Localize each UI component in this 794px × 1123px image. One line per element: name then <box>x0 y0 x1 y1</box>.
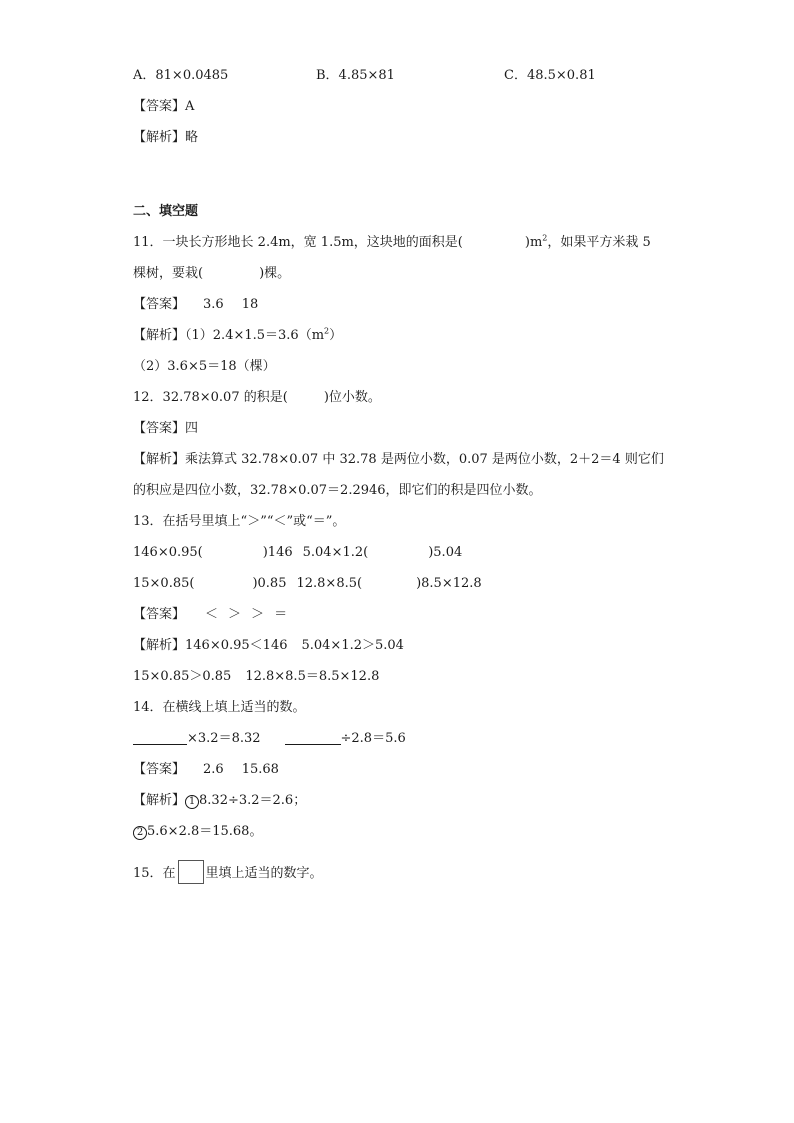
q15-text-end: 里填上适当的数字。 <box>205 866 323 881</box>
analysis-label: 【解析】 <box>133 638 186 653</box>
q13-expr: )0.85 <box>252 576 287 591</box>
q13-row-1 <box>133 543 462 563</box>
q11-text2-end: )棵。 <box>259 266 291 281</box>
q14-expressions <box>133 729 406 749</box>
circled-number-marker: 1 <box>185 795 199 809</box>
analysis-text: 146×0.95＜146 <box>185 638 288 653</box>
q14-expr: ×3.2＝8.32 <box>187 731 261 746</box>
q13-expr: )146 <box>262 545 293 560</box>
q11-question-line1 <box>133 233 651 253</box>
analysis-label: 【解析】 <box>133 452 186 467</box>
circled-number-marker: 2 <box>133 826 147 840</box>
q11-unit: )m <box>524 235 543 250</box>
answer-value: 3.6 <box>203 297 224 312</box>
answer-value: ＞ <box>251 607 265 622</box>
answer-value: ＜ <box>205 607 219 622</box>
q10-options <box>133 66 693 86</box>
answer-value: ＝ <box>274 607 288 622</box>
answer-label: 【答案】 <box>133 762 186 777</box>
q13-expr: 15×0.85( <box>133 576 195 591</box>
analysis-text: 8.32÷3.2＝2.6； <box>199 793 307 808</box>
q10-answer <box>133 97 194 117</box>
answer-label: 【答案】 <box>133 297 186 312</box>
answer-value: ＞ <box>228 607 242 622</box>
q12-analysis-1 <box>133 450 664 470</box>
answer-value: 2.6 <box>203 762 224 777</box>
analysis-text: （1）2.4×1.5＝3.6（m <box>185 328 325 343</box>
answer-label: 【答案】 <box>133 99 186 114</box>
section-title: 二、填空题 <box>133 204 199 219</box>
empty-box-icon <box>178 860 204 884</box>
analysis-label: 【解析】 <box>133 793 186 808</box>
q15-text: 15．在 <box>133 866 176 881</box>
q11-question-line2 <box>133 264 290 284</box>
q13-question: 13．在括号里填上“＞”“＜”或“＝”。 <box>133 514 346 529</box>
q13-expr: )8.5×12.8 <box>416 576 482 591</box>
q14-analysis-1 <box>133 791 306 811</box>
q13-expr: 12.8×8.5( <box>296 576 363 591</box>
q13-analysis-1 <box>133 636 404 656</box>
analysis-text: 15×0.85＞0.85 <box>133 669 232 684</box>
answer-value: A <box>185 99 195 114</box>
answer-value: 四 <box>185 421 199 436</box>
analysis-label: 【解析】 <box>133 130 186 145</box>
q14-expr: ÷2.8＝5.6 <box>340 731 406 746</box>
q11-unit-sup: 2 <box>542 233 548 243</box>
analysis-text: 5.6×2.8＝15.68。 <box>147 824 263 839</box>
q13-expr: 146×0.95( <box>133 545 203 560</box>
q11-analysis-1 <box>133 326 342 346</box>
analysis-text: 略 <box>185 130 199 145</box>
q11-text: 11．一块长方形地长 2.4m，宽 1.5m，这块地的面积是( <box>133 235 463 250</box>
q13-row-2 <box>133 574 482 594</box>
analysis-label: 【解析】 <box>133 328 186 343</box>
q14-question: 14．在横线上填上适当的数。 <box>133 700 306 715</box>
q14-analysis-2 <box>133 822 262 842</box>
q12-answer <box>133 419 198 439</box>
analysis-text: 乘法算式 32.78×0.07 中 32.78 是两位小数，0.07 是两位小数，2＋2＝4 则它们 <box>185 452 664 467</box>
q13-analysis-2 <box>133 667 379 687</box>
answer-label: 【答案】 <box>133 421 186 436</box>
q15-question <box>133 860 323 880</box>
analysis-text: ） <box>329 328 343 343</box>
option-c: C．48.5×0.81 <box>504 68 596 83</box>
q14-answer <box>133 760 279 780</box>
analysis-text: 5.04×1.2＞5.04 <box>301 638 404 653</box>
q13-expr: )5.04 <box>428 545 463 560</box>
q13-answer <box>133 605 287 625</box>
fill-blank-line <box>285 730 341 745</box>
analysis-text: 12.8×8.5＝8.5×12.8 <box>245 669 380 684</box>
q12-text-end: )位小数。 <box>323 390 381 405</box>
q11-analysis-2: （2）3.6×5＝18（棵） <box>133 359 276 374</box>
answer-value: 18 <box>241 297 259 312</box>
analysis-sup: 2 <box>324 326 330 336</box>
q11-text-cont: ，如果平方米栽 5 <box>547 235 651 250</box>
q13-expr: 5.04×1.2( <box>302 545 369 560</box>
option-a: A．81×0.0485 <box>133 68 229 83</box>
option-b: B．4.85×81 <box>316 68 395 83</box>
q12-text: 12．32.78×0.07 的积是( <box>133 390 288 405</box>
fill-blank-line <box>133 730 187 745</box>
answer-label: 【答案】 <box>133 607 186 622</box>
q11-answer <box>133 295 258 315</box>
answer-value: 15.68 <box>241 762 279 777</box>
q11-text2: 棵树，要栽( <box>133 266 204 281</box>
q12-analysis-2: 的积应是四位小数，32.78×0.07＝2.2946，即它们的积是四位小数。 <box>133 483 542 498</box>
q12-question <box>133 388 381 408</box>
q10-analysis <box>133 128 198 148</box>
